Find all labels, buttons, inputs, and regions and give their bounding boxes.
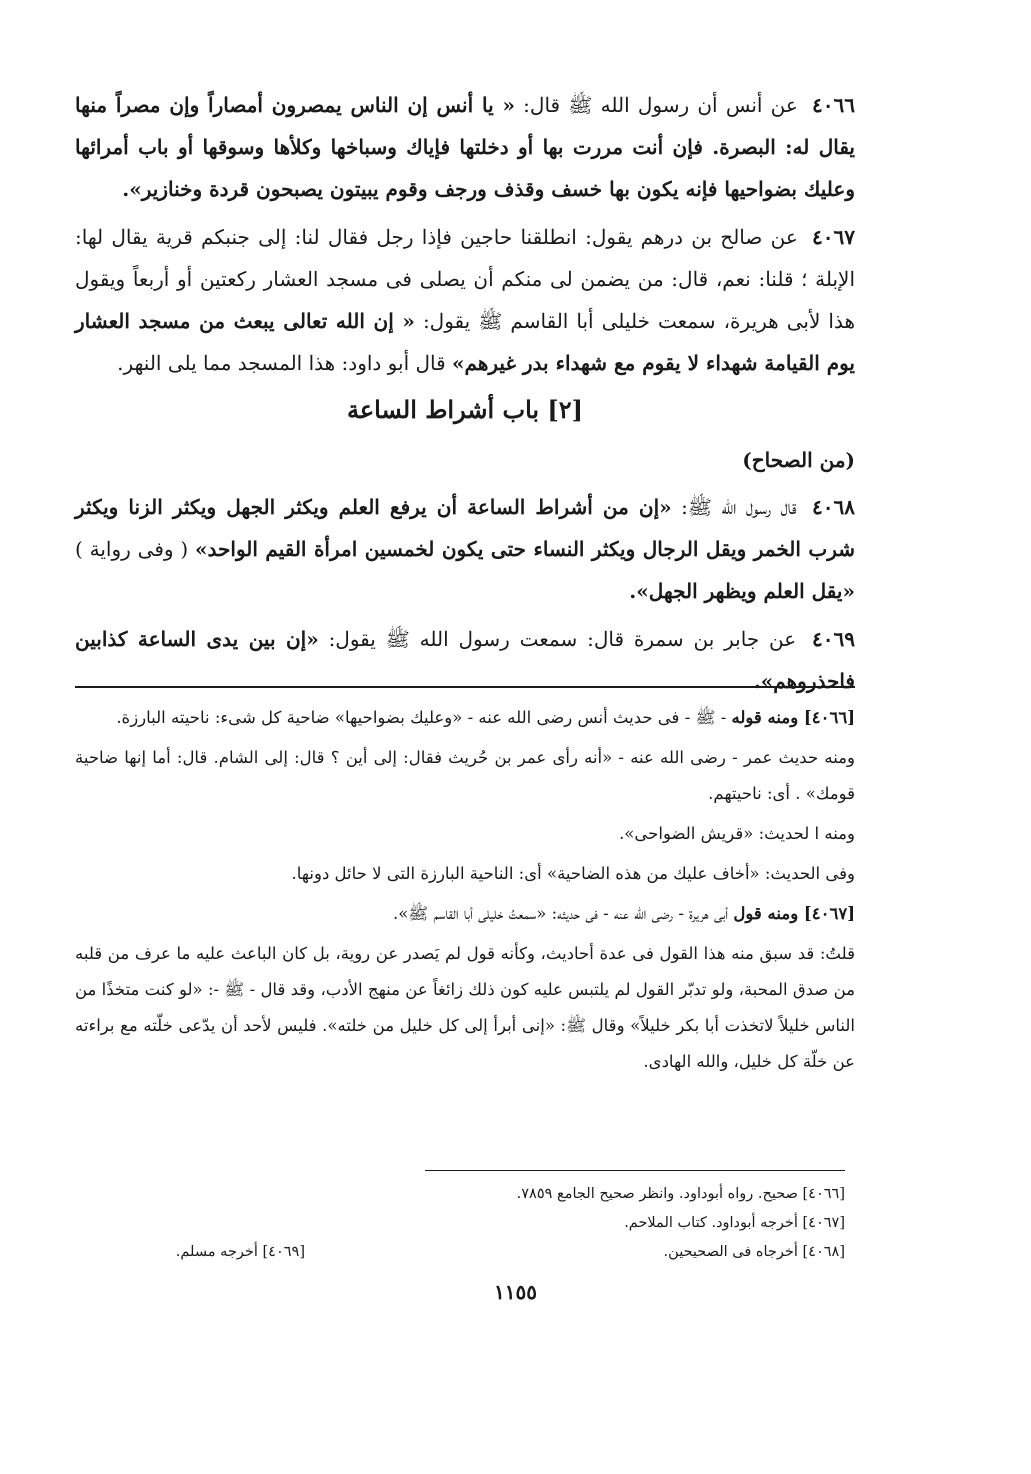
note-text: قلتُ: قد سبق منه هذا القول فى عدة أحاديث، وكأنه قول لم يَصدر عن روية، بل كان الباعث عليه ما عرف من قلبه من صدق المحبة، ولو تدبّر القول لم يلتبس عليه كون ذلك زائغاً عن منهج الأدب، وقد قال - ﷺ -: «لو كنت متخذًا من الناس خليلاً لاتخذت أبا بكر خليلاً» وقال ﷺ: «إنى أبرأ إلى كل خليل من خلته». فليس لأحد أن يدّعى خلّته مع براءته عن خلّة كل خليل، والله الهادى. <box>75 944 855 1071</box>
hadith-number: ٤٠٦٧ <box>812 225 856 249</box>
footnote-divider <box>425 1170 845 1171</box>
footnote-4066: [٤٠٦٦] صحيح. رواه أبوداود. وانظر صحيح الجامع ٧٨٥٩. <box>516 1186 845 1202</box>
section-subheading: (من الصحاح) <box>742 448 855 472</box>
note-paragraph <box>75 700 855 736</box>
hadith-number: ٤٠٦٦ <box>812 93 856 117</box>
note-paragraph <box>75 896 855 932</box>
note-paragraph <box>75 740 855 812</box>
footnote-row <box>75 1209 845 1238</box>
note-text: - ﷺ - فى حديث أنس رضى الله عنه - «وعليك بضواحيها» ضاحية كل شىء: ناحيته البارزة. <box>116 708 727 727</box>
hadith-text: «إن بين يدى الساعة كذابين فاحذروهم». <box>75 627 855 693</box>
hadith-tail: قال أبو داود: هذا المسجد مما يلى النهر. <box>117 351 446 375</box>
hadith-text: « يا أنس إن الناس يمصرون أمصاراً وإن مصراً منها يقال له: البصرة. فإن أنت مررت بها أو دخلتها فإياك وسباخها وكلأها وسوقها أو باب أمرائها وعليك بضواحيها فإنه يكون بها خسف وقذف ورجف وقوم يبيتون يصبحون قردة وخنازير». <box>75 93 855 201</box>
hadith-4068 <box>75 486 855 612</box>
note-text: أبى هريرة - رضى الله عنه - فى حديثه: «سمعتُ خليلى أبا القاسم ﷺ». <box>392 904 729 923</box>
hadith-number: ٤٠٦٨ <box>812 495 855 519</box>
footnote-4068: [٤٠٦٨] أخرجاه فى الصحيحين. <box>663 1244 845 1260</box>
footnotes <box>75 1180 845 1267</box>
hadith-mid: ( وفى رواية ) <box>75 537 189 561</box>
footnote-row <box>75 1180 845 1209</box>
hadith-number: ٤٠٦٩ <box>812 627 856 651</box>
hadith-text: «إن من أشراط الساعة أن يرفع العلم ويكثر الجهل ويكثر الزنا ويكثر شرب الخمر ويقل الرجال ويكثر النساء حتى يكون لخمسين امرأة القيم الواحد» <box>75 495 855 561</box>
hadith-text-2: «يقل العلم ويظهر الجهل». <box>629 579 855 603</box>
note-paragraph <box>75 856 855 892</box>
note-text: ومنه ا لحديث: «قريش الضواحى». <box>619 824 855 843</box>
hadith-intro: عن جابر بن سمرة قال: سمعت رسول الله ﷺ يقول: <box>328 627 797 651</box>
commentary-divider <box>75 686 855 688</box>
note-text: ومنه حديث عمر - رضى الله عنه - «أنه رأى عمر بن حُريث فقال: إلى أين ؟ قال: إلى الشام. قال: أما إنها ضاحية قومك» . أى: ناحيتهم. <box>75 748 855 803</box>
hadith-intro: قال رسول الله ﷺ: <box>681 495 797 519</box>
footnote-row <box>75 1238 845 1267</box>
hadith-text: « إن الله تعالى يبعث من مسجد العشار يوم القيامة شهداء لا يقوم مع شهداء بدر غيرهم» <box>75 309 855 375</box>
note-text: وفى الحديث: «أخاف عليك من هذه الضاحية» أى: الناحية البارزة التى لا حائل دونها. <box>291 864 855 883</box>
page-number: ١١٥٥ <box>494 1280 537 1304</box>
hadith-intro: عن أنس أن رسول الله ﷺ قال: <box>523 93 798 117</box>
main-text <box>75 84 855 708</box>
footnote-4069: [٤٠٦٩] أخرجه مسلم. <box>175 1244 305 1260</box>
hadith-4066 <box>75 84 855 210</box>
hadith-4069 <box>75 618 855 702</box>
note-paragraph <box>75 816 855 852</box>
footnote-4067: [٤٠٦٧] أخرجه أبوداود. كتاب الملاحم. <box>624 1215 845 1231</box>
note-ref: [٤٠٦٦] ومنه قوله <box>731 708 855 727</box>
note-ref: [٤٠٦٧] ومنه قول <box>733 904 855 923</box>
commentary <box>75 700 855 1084</box>
hadith-4067 <box>75 216 855 384</box>
hadith-intro: عن صالح بن درهم يقول: انطلقنا حاجين فإذا رجل فقال لنا: إلى جنبكم قرية يقال لها: الإبلة ؛ قلنا: نعم، قال: من يضمن لى منكم أن يصلى فى مسجد العشار ركعتين أو أربعاً ويقول هذا لأبى هريرة، سمعت خليلى أبا القاسم ﷺ يقول: <box>75 225 856 333</box>
note-paragraph <box>75 936 855 1080</box>
section-heading: [٢] باب أشراط الساعة <box>346 395 584 424</box>
